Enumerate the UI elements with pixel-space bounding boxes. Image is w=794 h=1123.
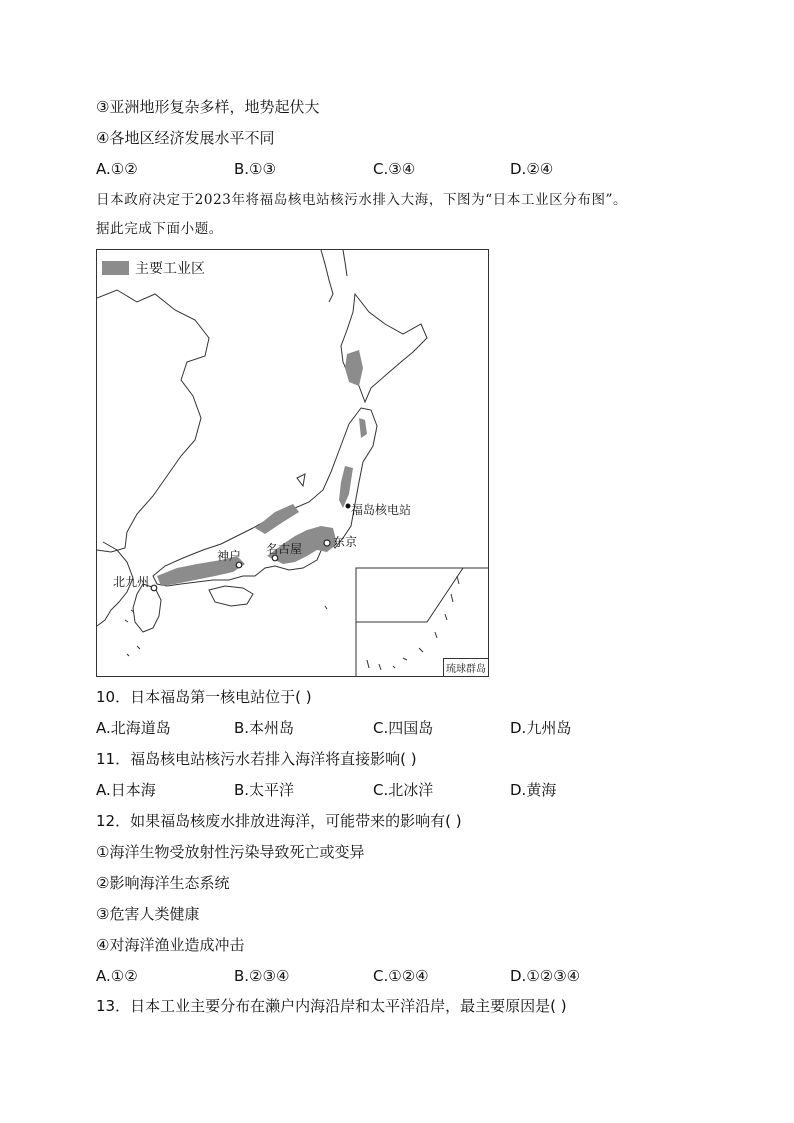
q11-option-b[interactable]: B.太平洋 bbox=[234, 781, 295, 799]
intro-line-2: 据此完成下面小题。 bbox=[96, 221, 223, 237]
q12-option-d[interactable]: D.①②③④ bbox=[510, 967, 581, 985]
kyushu-coast bbox=[133, 584, 161, 632]
q12-option-a[interactable]: A.①② bbox=[96, 967, 138, 985]
label-kitakyushu: 北九州 bbox=[113, 575, 150, 589]
q12-statement-3: ③危害人类健康 bbox=[96, 905, 200, 923]
label-kobe: 神户 bbox=[217, 549, 242, 563]
shikoku-coast bbox=[209, 586, 253, 606]
q10-option-c[interactable]: C.四国岛 bbox=[373, 719, 434, 737]
industrial-zone-hokkaido bbox=[345, 350, 363, 386]
ryukyu-inset-islands bbox=[367, 576, 459, 670]
q11-option-a[interactable]: A.日本海 bbox=[96, 781, 156, 799]
option-a[interactable]: A.①② bbox=[96, 160, 138, 178]
q10-option-a[interactable]: A.北海道岛 bbox=[96, 719, 171, 737]
small-islands bbox=[125, 606, 327, 656]
hokkaido-coast bbox=[341, 294, 427, 402]
q12-statement-1: ①海洋生物受放射性污染导致死亡或变异 bbox=[96, 843, 365, 861]
label-tokyo: 东京 bbox=[333, 535, 358, 549]
japan-industrial-map bbox=[96, 249, 489, 677]
label-ryukyu: 琉球群岛 bbox=[443, 658, 488, 676]
q12-statement-2: ②影响海洋生态系统 bbox=[96, 874, 230, 892]
kitakyushu-marker bbox=[151, 585, 157, 591]
q12-stem: 12．如果福岛核废水排放进海洋，可能带来的影响有( ) bbox=[96, 812, 462, 830]
option-d[interactable]: D.②④ bbox=[510, 160, 554, 178]
mainland-coast bbox=[97, 290, 209, 552]
label-fukushima: 福岛核电站 bbox=[351, 503, 412, 517]
option-b[interactable]: B.①③ bbox=[234, 160, 276, 178]
intro-line-1: 日本政府决定于2023年将福岛核电站核污水排入大海，下图为“日本工业区分布图”。 bbox=[96, 192, 628, 208]
map-drawing bbox=[97, 250, 489, 677]
label-nagoya: 名古屋 bbox=[266, 542, 303, 556]
legend-label: 主要工业区 bbox=[135, 261, 205, 277]
sado-island bbox=[297, 474, 305, 486]
q10-option-d[interactable]: D.九州岛 bbox=[510, 719, 572, 737]
map-legend bbox=[102, 258, 205, 278]
q11-stem: 11．福岛核电站核污水若排入海洋将直接影响( ) bbox=[96, 750, 417, 768]
q12-option-c[interactable]: C.①②④ bbox=[373, 967, 429, 985]
tokyo-marker bbox=[324, 540, 330, 546]
q11-option-c[interactable]: C.北冰洋 bbox=[373, 781, 434, 799]
q10-option-b[interactable]: B.本州岛 bbox=[234, 719, 295, 737]
q12-statement-4: ④对海洋渔业造成冲击 bbox=[96, 936, 245, 954]
q13-stem: 13．日本工业主要分布在濑户内海沿岸和太平洋沿岸，最主要原因是( ) bbox=[96, 997, 567, 1015]
industrial-zone-north-honshu bbox=[359, 418, 367, 438]
q12-option-b[interactable]: B.②③④ bbox=[234, 967, 290, 985]
industrial-zone-hokuriku bbox=[255, 504, 299, 534]
industrial-zone-swatch bbox=[102, 261, 129, 275]
q10-stem: 10．日本福岛第一核电站位于( ) bbox=[96, 688, 312, 706]
statement-4: ④各地区经济发展水平不同 bbox=[96, 129, 275, 147]
option-c[interactable]: C.③④ bbox=[373, 160, 416, 178]
fukushima-marker bbox=[346, 504, 351, 509]
ryukyu-inset-divider bbox=[356, 568, 463, 622]
q11-option-d[interactable]: D.黄海 bbox=[510, 781, 557, 799]
sakhalin-coast bbox=[321, 250, 347, 302]
statement-3: ③亚洲地形复杂多样，地势起伏大 bbox=[96, 98, 320, 116]
